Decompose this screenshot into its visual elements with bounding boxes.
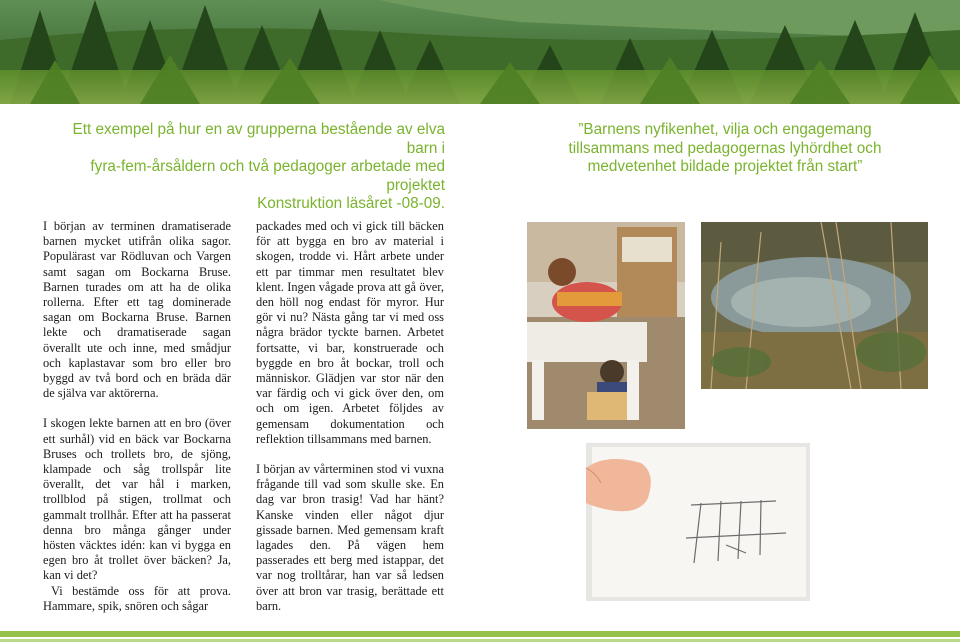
paragraph: I början av terminen dramatiserade barnen mycket utifrån olika sagor. Populärast var Rödluvan och Vargen samt sagan om Bockarna Bruse. Barnen turades om att ha de olika rollerna. Efter ett tag dominerade sagan om Bockarna Bruse. Barnen lekte och dramatiserade sagan överallt ute och inne, med smådjur och kaplastavar som bro eller bro byggd av två bord och en bräda där de själva var aktörerna. <box>43 219 231 401</box>
footer-rule <box>0 631 960 637</box>
paragraph: Vi bestämde oss för att prova. Hammare, spik, snören och sågar <box>43 583 231 613</box>
quote-line: tillsammans med pedagogernas lyhördhet och <box>568 139 882 157</box>
photo-child-drawing <box>586 443 810 601</box>
intro-text <box>40 121 445 214</box>
intro-line: fyra-fem-årsåldern och två pedagoger arbetade med projektet <box>90 158 445 194</box>
forest-banner <box>0 0 960 104</box>
intro-line: Konstruktion läsåret -08-09. <box>257 195 445 212</box>
text-column-1 <box>43 219 231 614</box>
paragraph: I början av vårterminen stod vi vuxna frågande till vad som skulle ske. En dag var bron trasig! Vad har hänt? Kanske vinden eller något djur gissade barnen. Med gemensam kraft lagades den. På vägen hem passerades ett berg med istappar, det var nog trolltårar, han var så ledsen över att bron var trasig, berättade ett barn. <box>256 462 444 613</box>
paragraph: I skogen lekte barnen att en bro (över ett surhål) vid en bäck var Bockarna Bruses och trollets bro, de sjöng, klampade och såg trollspår lite överallt, det var hål i marken, trollblod på stigen, trollmat och gammalt trollhår. Efter att ha passerat denna bro många gånger under hösten väcktes idén: kan vi bygga en egen bro åt trollet över bäcken? Ja, kan vi det? <box>43 416 231 583</box>
intro-line: Ett exempel på hur en av grupperna bestående av elva barn i <box>72 121 445 157</box>
text-column-2 <box>256 219 444 614</box>
quote-line: medvetenhet bildade projektet från start” <box>587 158 863 175</box>
quote-line: ”Barnens nyfikenhet, vilja och engagemang <box>578 121 872 138</box>
photo-children-bridge-indoors <box>527 222 685 429</box>
forest-banner-image <box>0 0 960 104</box>
paragraph: packades med och vi gick till bäcken för att bygga en bro av material i skogen, trodde vi. Hårt arbete under ett par timmar men resultatet blev klent. Ingen vågade prova att gå över, den höll nog endast för myror. Hur gör vi nu? Nästa gång tar vi med oss några brädor tyckte barnen. Arbetet fortsatte, vi bar, konstruerade och byggde en bro åt bockar, troll och människor. Glädjen var stor när den var färdig och vi gick över den, om och om igen. Arbetet följdes av gemensam dokumentation och reflektion tillsammans med barnen. <box>256 219 444 446</box>
photo-creek-forest <box>701 222 928 389</box>
footer-rule-thin <box>0 639 960 642</box>
pull-quote <box>535 121 915 177</box>
